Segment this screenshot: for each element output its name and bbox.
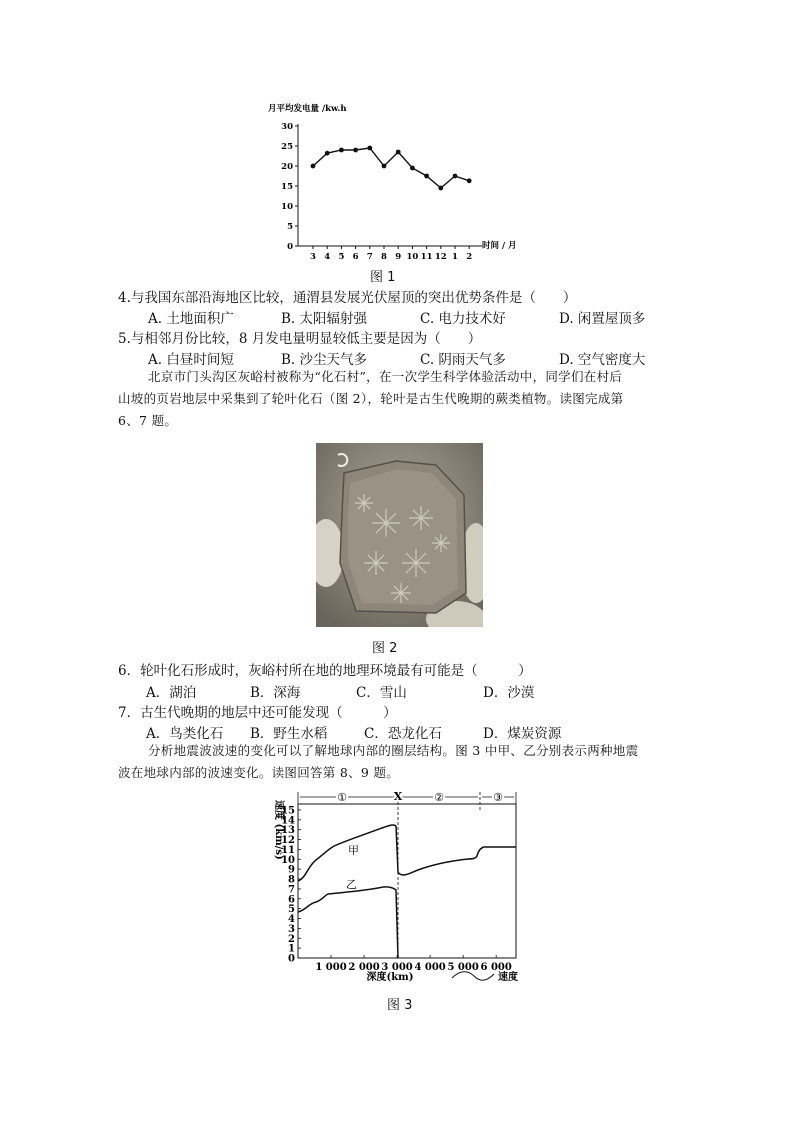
chart1-data-point: [396, 150, 401, 155]
chart3-ytick-label: 9: [288, 864, 295, 876]
q4-stem: 4.与我国东部沿海地区比较，通渭县发展光伏屋顶的突出优势条件是（ ）: [118, 290, 577, 306]
chart3-curve-jia-label: 甲: [348, 844, 359, 857]
chart3-xtick-label: 2 000: [348, 962, 380, 973]
q4-option-a[interactable]: A. 土地面积广: [148, 311, 234, 327]
chart3-legend-wave-icon: [452, 972, 494, 981]
chart1-data-point: [339, 148, 344, 153]
intro2-line2: 山坡的页岩地层中采集到了轮叶化石（图 2），轮叶是古生代晚期的蕨类植物。读图完成第: [118, 391, 624, 406]
chart3-ytick-label: 13: [281, 825, 295, 837]
chart3-ytick-label: 8: [288, 874, 295, 886]
chart1-ytick-label: 5: [287, 222, 293, 232]
chart3-ytick-label: 15: [281, 805, 295, 817]
q5-option-a[interactable]: A. 白昼时间短: [148, 352, 234, 368]
chart1-xtick-label: 7: [366, 252, 373, 262]
q5-option-c[interactable]: C. 阴雨天气多: [420, 352, 506, 368]
chart3-xtick-label: 1 000: [315, 962, 347, 973]
chart3-zone2-label: ②: [434, 791, 444, 804]
q5-stem: 5.与相邻月份比较，8 月发电量明显较低主要是因为（ ）: [118, 331, 482, 347]
q6-option-c[interactable]: C．雪山: [356, 685, 407, 701]
chart3-ytick-label: 7: [288, 884, 295, 896]
q4-option-c[interactable]: C. 电力技术好: [420, 311, 506, 327]
q4-option-b[interactable]: B. 太阳辐射强: [281, 311, 368, 327]
chart3-xtick-label: 5 000: [447, 962, 479, 973]
chart3-ytick-label: 2: [288, 933, 295, 945]
chart3-ytick-label: 14: [281, 815, 295, 827]
chart1-ytick-label: 30: [281, 122, 293, 132]
q4-options: [0, 307, 794, 327]
chart1-xtick-label: 12: [434, 252, 447, 262]
chart1-xtick-label: 9: [395, 252, 402, 262]
q6-options: [0, 681, 794, 701]
chart1-xtick-label: 4: [324, 252, 331, 262]
q7-option-d[interactable]: D．煤炭资源: [483, 726, 562, 742]
chart3-zone1-label: ①: [337, 791, 347, 804]
intro2-line1: 北京市门头沟区灰峪村被称为“化石村”，在一次学生科学体验活动中，同学们在村后: [148, 369, 623, 384]
chart3-ytick-label: 4: [288, 914, 295, 926]
chart1-data-point: [410, 166, 415, 171]
q7-option-c[interactable]: C．恐龙化石: [364, 726, 442, 742]
fossil-illustration: [316, 443, 483, 627]
chart3-legend-label: 速度: [498, 972, 518, 983]
fig2-caption: 图 2: [372, 641, 398, 656]
chart1-xtick-label: 8: [381, 252, 387, 262]
chart-monthly-power: [260, 96, 540, 266]
chart1-xtick-label: 1: [452, 252, 458, 262]
chart1-data-point: [438, 186, 443, 191]
chart3-ytick-label: 6: [288, 894, 295, 906]
chart1-data-point: [325, 151, 330, 156]
intro3-line2: 波在地球内部的波速变化。读图回答第 8、9 题。: [118, 765, 400, 780]
q5-option-b[interactable]: B. 沙尘天气多: [281, 352, 368, 368]
chart1-ytick-label: 15: [281, 182, 293, 192]
chart3-ytick-label: 10: [281, 854, 295, 866]
chart3-curve-yi-label: 乙: [346, 878, 357, 891]
chart1-xtick-label: 10: [406, 252, 419, 262]
intro2-line3: 6、7 题。: [118, 413, 178, 428]
chart1-ytick-label: 20: [281, 162, 293, 172]
q7-options: [0, 722, 794, 742]
chart3-xtick-label: 3 000: [381, 962, 413, 973]
chart1-xtick-label: 5: [338, 252, 345, 262]
chart3-xtick-label: 4 000: [414, 962, 446, 973]
q6-option-d[interactable]: D．沙漠: [483, 685, 535, 701]
chart3-curve-yi: [298, 887, 398, 958]
intro3-line1: 分析地震波波速的变化可以了解地球内部的圈层结构。图 3 中甲、乙分别表示两种地震: [148, 743, 639, 758]
chart1-data-point: [353, 148, 358, 153]
chart3-curve-jia: [298, 825, 516, 881]
q6-stem: 6．轮叶化石形成时，灰峪村所在地的地理环境最有可能是（ ）: [118, 663, 532, 679]
chart1-data-point: [382, 164, 387, 169]
q5-option-d[interactable]: D. 空气密度大: [559, 352, 646, 368]
chart1-series-line: [313, 148, 469, 188]
chart1-xtick-label: 2: [466, 252, 473, 262]
chart1-xtick-label: 3: [310, 252, 316, 262]
chart1-data-point: [311, 164, 316, 169]
chart1-xlabel: 时间 / 月: [482, 241, 517, 251]
chart3-ytick-label: 3: [288, 923, 295, 935]
chart1-data-point: [367, 146, 372, 151]
chart3-origin-label: 0: [288, 953, 295, 965]
q5-options: [0, 348, 794, 368]
fossil-photo: [316, 443, 483, 627]
chart3-zoneX-label: X: [393, 790, 403, 803]
chart3-ytick-label: 1: [288, 943, 295, 955]
chart1-ytick-label: 25: [281, 142, 293, 152]
chart3-zone3-label: ③: [493, 791, 503, 804]
chart1-ytick-label: 0: [287, 242, 293, 252]
fig1-caption: 图 1: [370, 270, 396, 285]
chart3-xlabel: 深度(km): [366, 972, 414, 983]
chart-seismic-velocity: [262, 786, 532, 986]
chart3-ylabel: 速度 (km/s): [273, 800, 284, 860]
chart3-ytick-label: 12: [281, 835, 295, 847]
q4-option-d[interactable]: D. 闲置屋顶多: [559, 311, 646, 327]
chart3-frame: [298, 804, 516, 958]
chart1-ytick-label: 10: [281, 202, 293, 212]
intro-seismic-paragraph: [118, 740, 688, 784]
fig3-caption: 图 3: [387, 998, 413, 1013]
chart3-ytick-label: 11: [281, 844, 295, 856]
chart1-xtick-label: 6: [352, 252, 359, 262]
chart3-ytick-label: 5: [288, 904, 295, 916]
chart1-xtick-label: 11: [420, 252, 433, 262]
q7-option-a[interactable]: A．鸟类化石: [146, 726, 224, 742]
intro-fossil-paragraph: [118, 366, 688, 432]
q6-option-a[interactable]: A．湖泊: [146, 685, 197, 701]
q7-option-b[interactable]: B．野生水稻: [250, 726, 328, 742]
chart1-ylabel: 月平均发电量 /kw.h: [268, 104, 347, 114]
chart1-data-point: [424, 174, 429, 179]
chart3-xtick-label: 6 000: [480, 962, 512, 973]
q6-option-b[interactable]: B．深海: [250, 685, 301, 701]
chart1-data-point: [453, 174, 458, 179]
q7-stem: 7．古生代晚期的地层中还可能发现（ ）: [118, 705, 397, 721]
chart1-data-point: [467, 178, 472, 183]
